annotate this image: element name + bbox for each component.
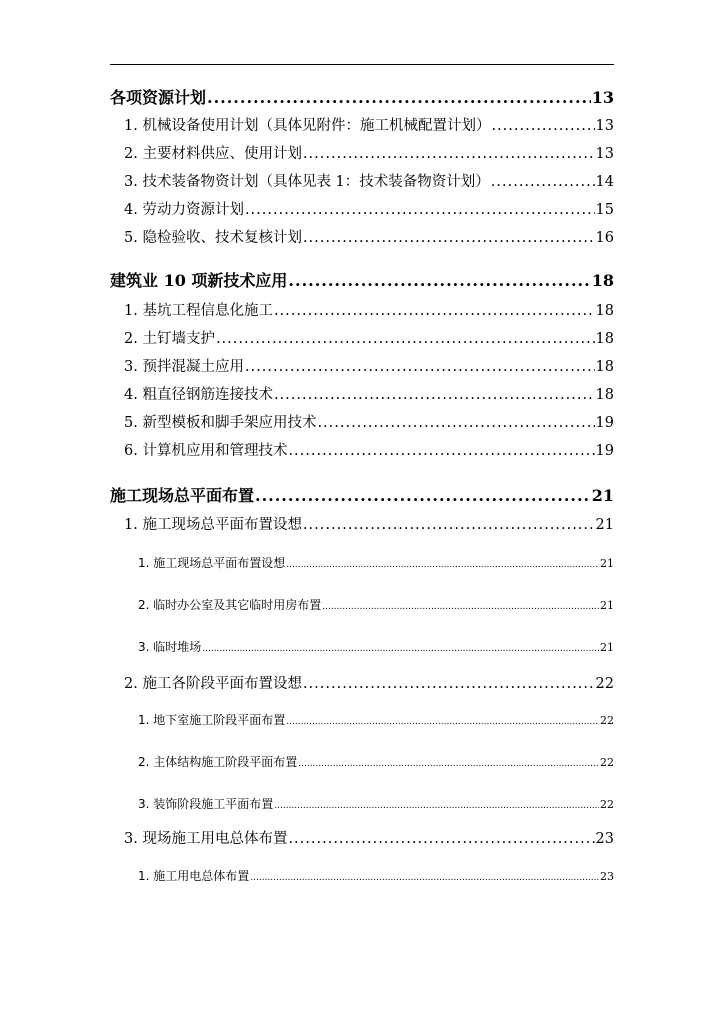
toc-entry-page: 13 [595,146,614,162]
toc-entry[interactable] [124,142,614,163]
toc-entry-title: 各项资源计划 [110,88,207,107]
toc-subentry[interactable] [138,795,614,812]
toc-entry[interactable] [124,383,614,404]
toc-leader-dots [245,359,595,375]
toc-entry-title: 2. 临时办公室及其它临时用房布置 [138,598,322,612]
toc-entry-page: 18 [595,303,614,319]
toc-entry-title: 施工现场总平面布置 [110,486,255,505]
toc-entry-title: 2. 土钉墙支护 [124,331,215,347]
toc-entry-section[interactable] [110,483,614,506]
toc-leader-dots [274,801,599,811]
toc-subentry[interactable] [138,711,614,728]
toc-subentry[interactable] [138,554,614,571]
toc-entry-title: 3. 现场施工用电总体布置 [124,831,288,847]
toc-entry-title: 1. 施工现场总平面布置设想 [124,517,302,533]
toc-entry[interactable] [124,355,614,376]
toc-entry-title: 1. 地下室施工阶段平面布置 [138,713,286,727]
toc-entry-title: 4. 劳动力资源计划 [124,202,244,218]
toc-entry[interactable] [124,672,614,693]
toc-entry-page: 22 [595,676,614,692]
toc-leader-dots [298,759,599,769]
toc-leader-dots [288,831,594,847]
toc-entry[interactable] [124,114,614,135]
toc-leader-dots [202,644,599,654]
toc-entry-page: 14 [595,174,614,190]
toc-leader-dots [491,174,595,190]
toc-leader-dots [303,517,595,533]
toc-leader-dots [274,387,595,403]
toc-entry-page: 21 [600,599,614,612]
toc-entry-title: 3. 临时堆场 [138,640,202,654]
toc-entry-title: 2. 主要材料供应、使用计划 [124,146,302,162]
toc-leader-dots [207,88,591,107]
toc-entry-title: 2. 施工各阶段平面布置设想 [124,676,302,692]
toc-entry-page: 23 [595,831,614,847]
toc-entry-page: 18 [595,331,614,347]
toc-entry-title: 1. 基坑工程信息化施工 [124,303,273,319]
toc-entry-title: 5. 新型模板和脚手架应用技术 [124,415,317,431]
toc-leader-dots [288,443,594,459]
toc-entry[interactable] [124,170,614,191]
toc-subentry[interactable] [138,867,614,884]
toc-entry-title: 3. 装饰阶段施工平面布置 [138,797,274,811]
toc-leader-dots [303,676,595,692]
toc-entry-page: 13 [595,118,614,134]
toc-leader-dots [322,602,599,612]
toc-entry-page: 19 [595,415,614,431]
toc-leader-dots [286,717,599,727]
toc-leader-dots [245,202,595,218]
toc-entry[interactable] [124,439,614,460]
toc-entry[interactable] [124,411,614,432]
toc-leader-dots [288,271,590,290]
toc-entry-title: 3. 技术装备物资计划（具体见表 1：技术装备物资计划） [124,174,490,190]
toc-subentry[interactable] [138,638,614,655]
toc-entry-title: 5. 隐检验收、技术复核计划 [124,230,302,246]
toc-entry-title: 建筑业 10 项新技术应用 [110,271,288,290]
toc-leader-dots [286,560,599,570]
toc-entry-title: 6. 计算机应用和管理技术 [124,443,288,459]
toc-entry[interactable] [124,226,614,247]
toc-entry-title: 3. 预拌混凝土应用 [124,359,244,375]
toc-leader-dots [274,303,595,319]
toc-leader-dots [303,230,595,246]
toc-entry[interactable] [124,827,614,848]
toc-entry-title: 1. 施工现场总平面布置设想 [138,556,286,570]
toc-subentry[interactable] [138,596,614,613]
toc-entry-section[interactable] [110,85,614,108]
toc-entry-page: 21 [591,486,614,505]
toc-entry[interactable] [124,198,614,219]
toc-entry[interactable] [124,327,614,348]
toc-entry-title: 1. 施工用电总体布置 [138,869,250,883]
toc-entry-title: 2. 主体结构施工阶段平面布置 [138,755,298,769]
toc-leader-dots [303,146,595,162]
toc-leader-dots [491,118,594,134]
toc-entry-page: 21 [600,557,614,570]
toc-leader-dots [250,873,599,883]
toc-leader-dots [317,415,594,431]
toc-entry-page: 22 [600,756,614,769]
toc-entry-page: 18 [595,387,614,403]
toc-entry-page: 16 [595,230,614,246]
toc-entry-page: 13 [591,88,614,107]
toc-entry[interactable] [124,299,614,320]
toc-entry[interactable] [124,513,614,534]
toc-subentry[interactable] [138,753,614,770]
toc-entry-page: 19 [595,443,614,459]
toc-leader-dots [255,486,591,505]
toc-entry-title: 4. 粗直径钢筋连接技术 [124,387,273,403]
toc-entry-page: 21 [595,517,614,533]
toc-entry-page: 21 [600,641,614,654]
toc-entry-page: 15 [595,202,614,218]
toc-leader-dots [216,331,595,347]
toc-entry-section[interactable] [110,268,614,291]
toc-entry-page: 22 [600,798,614,811]
toc-entry-page: 18 [591,271,614,290]
toc-entry-page: 22 [600,714,614,727]
toc-entry-page: 18 [595,359,614,375]
toc-entry-title: 1. 机械设备使用计划（具体见附件：施工机械配置计划） [124,118,491,134]
toc-entry-page: 23 [600,870,614,883]
